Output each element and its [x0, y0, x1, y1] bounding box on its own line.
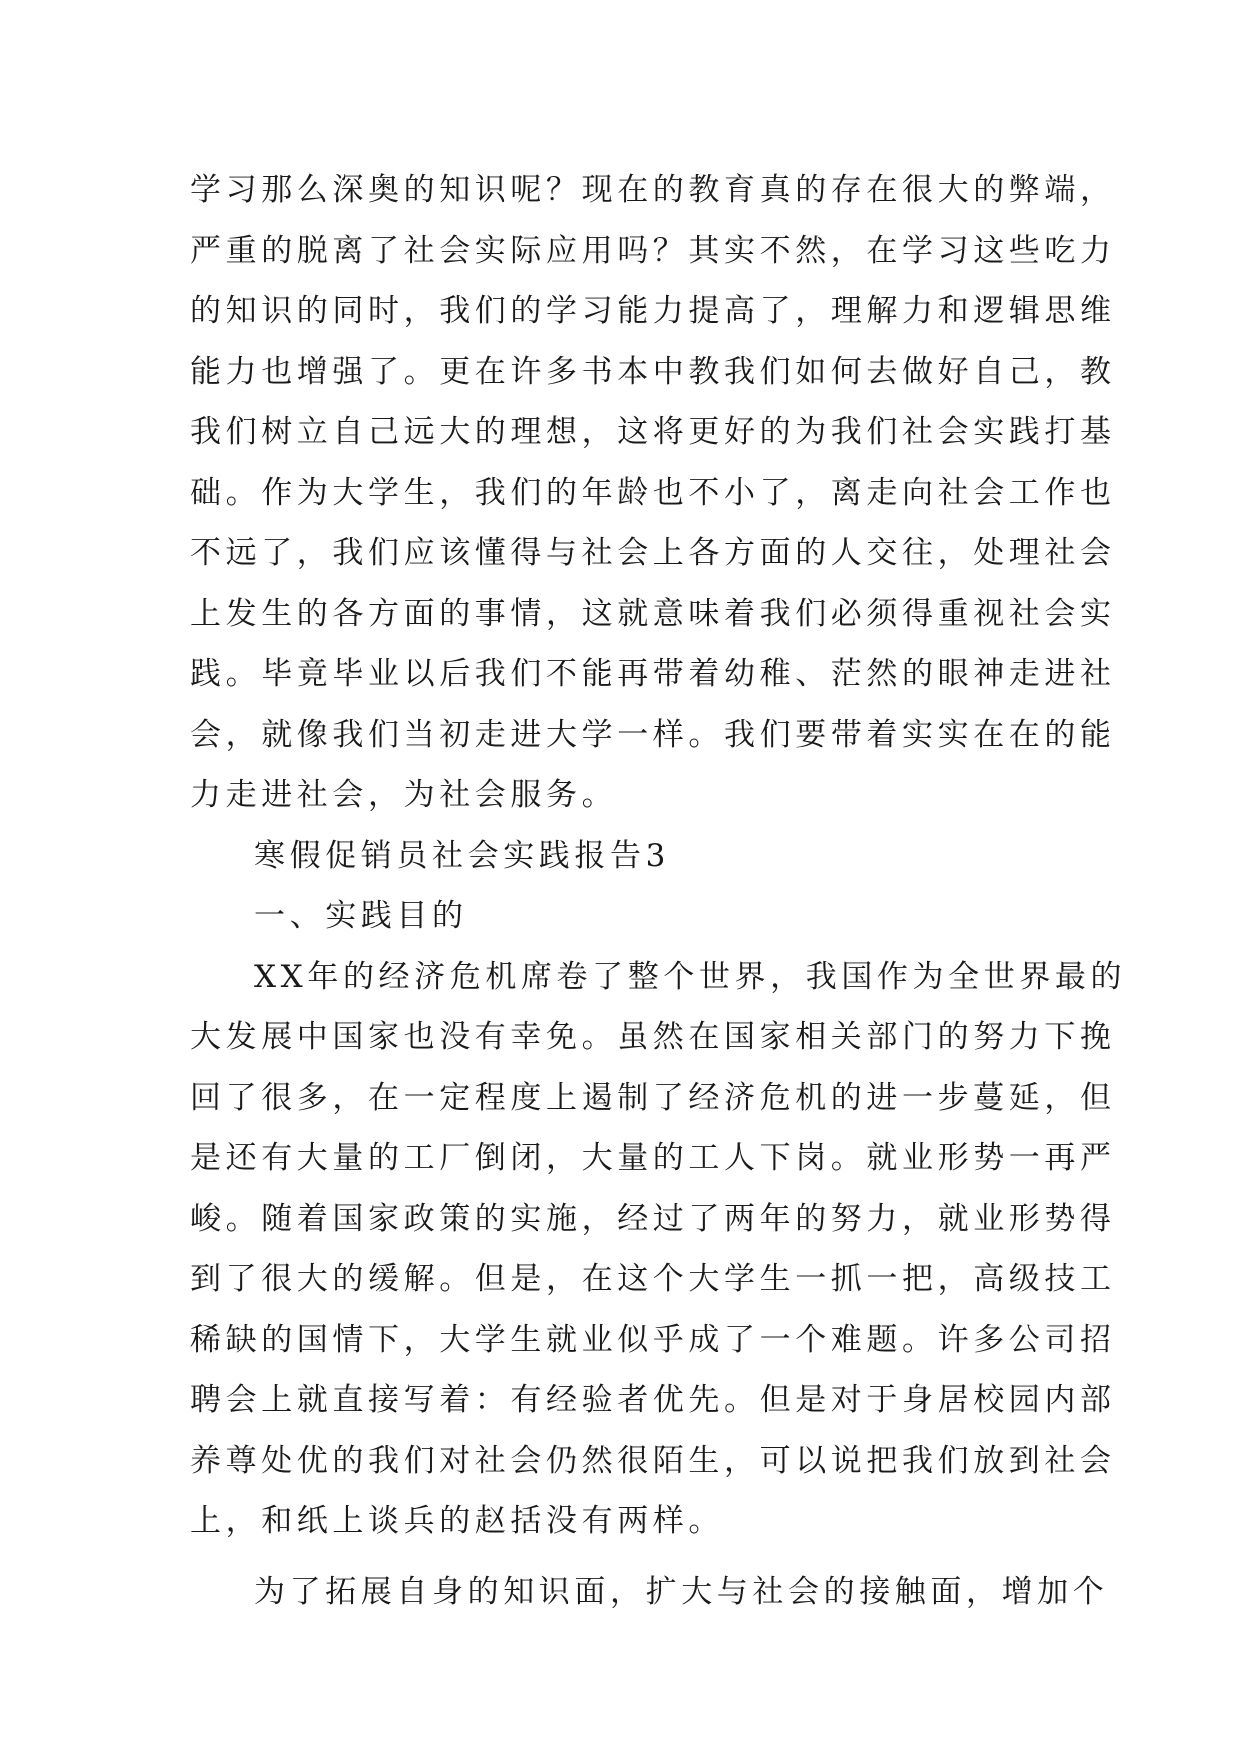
body-line: 聘会上就直接写着：有经验者优先。但是对于身居校园内部: [190, 1382, 1116, 1418]
body-line: 上，和纸上谈兵的赵括没有两样。: [190, 1503, 724, 1539]
body-line: 大发展中国家也没有幸免。虽然在国家相关部门的努力下挽: [190, 1019, 1116, 1055]
body-line: 不远了，我们应该懂得与社会上各方面的人交往，处理社会: [190, 535, 1116, 571]
body-line: 上发生的各方面的事情，这就意味着我们必须得重视社会实: [190, 595, 1116, 632]
body-line: 力走进社会，为社会服务。: [190, 777, 618, 813]
body-line: 践。毕竟毕业以后我们不能再带着幼稚、茫然的眼神走进社: [190, 656, 1116, 692]
paragraph-first-line: 为了拓展自身的知识面，扩大与社会的接触面，增加个: [254, 1573, 1109, 1610]
body-line: 回了很多，在一定程度上遏制了经济危机的进一步蔓延，但: [190, 1079, 1116, 1116]
document-body: [190, 160, 1127, 1622]
body-line: 础。作为大学生，我们的年龄也不小了，离走向社会工作也: [190, 474, 1116, 511]
body-line: 我们树立自己远大的理想，这将更好的为我们社会实践打基: [190, 414, 1116, 450]
body-line: 学习那么深奥的知识呢？现在的教育真的存在很大的弊端，: [190, 172, 1116, 208]
body-line: 能力也增强了。更在许多书本中教我们如何去做好自己，教: [190, 353, 1116, 390]
body-line: 养尊处优的我们对社会仍然很陌生，可以说把我们放到社会: [190, 1442, 1116, 1479]
paragraph-first-line: XX年的经济危机席卷了整个世界，我国作为全世界最的: [254, 958, 1127, 995]
body-line: 峻。随着国家政策的实施，经过了两年的努力，就业形势得: [190, 1200, 1116, 1237]
body-line: 严重的脱离了社会实际应用吗？其实不然，在学习这些吃力: [190, 232, 1116, 269]
body-line: 到了很大的缓解。但是，在这个大学生一抓一把，高级技工: [190, 1261, 1116, 1297]
body-line: 会，就像我们当初走进大学一样。我们要带着实实在在的能: [190, 716, 1116, 753]
section-title: 寒假促销员社会实践报告3: [254, 837, 670, 874]
body-line: 是还有大量的工厂倒闭，大量的工人下岗。就业形势一再严: [190, 1140, 1116, 1176]
body-line: 稀缺的国情下，大学生就业似乎成了一个难题。许多公司招: [190, 1321, 1116, 1358]
body-line: 的知识的同时，我们的学习能力提高了，理解力和逻辑思维: [190, 293, 1116, 329]
section-heading: 一、实践目的: [254, 898, 468, 934]
